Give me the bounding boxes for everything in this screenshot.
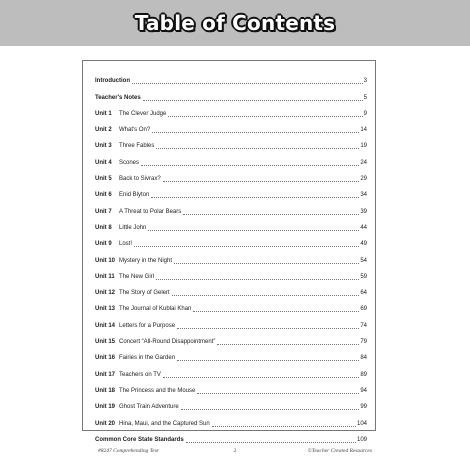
toc-entry-title: What's On? bbox=[119, 127, 151, 134]
toc-entry bbox=[95, 150, 367, 166]
toc-entry bbox=[95, 411, 367, 427]
toc-page-number: 3 bbox=[363, 78, 367, 85]
toc-page-number: 79 bbox=[360, 339, 367, 346]
toc-page-number: 84 bbox=[360, 355, 367, 362]
dot-leader bbox=[197, 393, 359, 394]
toc-unit-label: Unit 7 bbox=[95, 208, 112, 215]
toc-unit-label: Unit 13 bbox=[95, 306, 116, 313]
toc-page-number: 64 bbox=[360, 290, 367, 297]
dot-leader bbox=[193, 311, 359, 312]
toc-page-number: 69 bbox=[360, 306, 367, 313]
toc-unit-label: Unit 16 bbox=[95, 355, 116, 362]
footer-book-title: #8247 Comprehending Text bbox=[98, 448, 159, 454]
toc-unit-label: Unit 14 bbox=[95, 322, 116, 329]
dot-leader bbox=[152, 132, 359, 133]
toc-entry-title: The New Girl bbox=[119, 273, 155, 280]
toc-entry bbox=[95, 102, 367, 118]
toc-page-number: 49 bbox=[360, 241, 367, 248]
toc-unit-label: Unit 15 bbox=[95, 339, 116, 346]
toc-entry bbox=[95, 362, 367, 378]
toc-page-number: 94 bbox=[360, 387, 367, 394]
page-title: Table of Contents bbox=[134, 11, 336, 35]
toc-page-number: 74 bbox=[360, 322, 367, 329]
toc-page-number: 14 bbox=[360, 127, 367, 134]
toc-entry bbox=[95, 330, 367, 346]
toc-list bbox=[95, 69, 367, 444]
toc-unit-label: Unit 9 bbox=[95, 241, 112, 248]
toc-entry bbox=[95, 281, 367, 297]
dot-leader bbox=[151, 197, 359, 198]
toc-entry-title: Teachers on TV bbox=[119, 371, 161, 378]
toc-unit-label: Unit 3 bbox=[95, 143, 112, 150]
toc-entry-title: Teacher's Notes bbox=[95, 94, 141, 101]
dot-leader bbox=[132, 83, 363, 84]
toc-entry-title: Enid Blyton bbox=[119, 192, 150, 199]
toc-unit-label: Unit 4 bbox=[95, 159, 112, 166]
dot-leader bbox=[181, 409, 360, 410]
toc-entry-title: Hina, Maui, and the Captured Sun bbox=[119, 420, 210, 427]
dot-leader bbox=[168, 116, 362, 117]
toc-page-number: 19 bbox=[360, 143, 367, 150]
toc-unit-label: Unit 18 bbox=[95, 387, 116, 394]
toc-entry-title: A Threat to Polar Bears bbox=[119, 208, 182, 215]
toc-entry bbox=[95, 69, 367, 85]
dot-leader bbox=[156, 279, 359, 280]
toc-entry-title: The Story of Gelert bbox=[119, 290, 170, 297]
toc-entry bbox=[95, 85, 367, 101]
toc-page-number: 5 bbox=[363, 94, 367, 101]
dot-leader bbox=[186, 442, 356, 443]
toc-unit-label: Unit 8 bbox=[95, 224, 112, 231]
toc-entry-title: Common Core State Standards bbox=[95, 436, 184, 443]
toc-entry bbox=[95, 395, 367, 411]
toc-entry bbox=[95, 199, 367, 215]
toc-page-number: 99 bbox=[360, 404, 367, 411]
toc-frame bbox=[82, 60, 376, 443]
dot-leader bbox=[217, 344, 359, 345]
toc-unit-label: Unit 10 bbox=[95, 257, 116, 264]
toc-entry bbox=[95, 232, 367, 248]
toc-entry bbox=[95, 346, 367, 362]
toc-entry-title: Ghost Train Adventure bbox=[119, 404, 179, 411]
header-band bbox=[0, 0, 470, 46]
dot-leader bbox=[156, 148, 359, 149]
toc-entry bbox=[95, 118, 367, 134]
toc-entry bbox=[95, 183, 367, 199]
dot-leader bbox=[183, 214, 359, 215]
toc-entry-title: Little John bbox=[119, 224, 147, 231]
toc-unit-label: Unit 19 bbox=[95, 404, 116, 411]
toc-entry-title: Three Fables bbox=[119, 143, 155, 150]
toc-entry-title: The Clever Judge bbox=[119, 110, 167, 117]
toc-entry-title: The Princess and the Mouse bbox=[119, 387, 196, 394]
toc-page-number: 89 bbox=[360, 371, 367, 378]
toc-page-number: 59 bbox=[360, 273, 367, 280]
dot-leader bbox=[212, 426, 356, 427]
toc-entry bbox=[95, 379, 367, 395]
toc-entry-title: Lost! bbox=[119, 241, 133, 248]
toc-page-number: 39 bbox=[360, 208, 367, 215]
toc-entry bbox=[95, 134, 367, 150]
dot-leader bbox=[177, 328, 359, 329]
dot-leader bbox=[174, 263, 359, 264]
toc-entry bbox=[95, 297, 367, 313]
toc-entry-title: Concert “All-Round Disappointment” bbox=[119, 339, 216, 346]
toc-page-number: 34 bbox=[360, 192, 367, 199]
dot-leader bbox=[163, 181, 360, 182]
toc-unit-label: Unit 12 bbox=[95, 290, 116, 297]
dot-leader bbox=[177, 360, 359, 361]
toc-unit-label: Unit 11 bbox=[95, 273, 115, 280]
dot-leader bbox=[163, 377, 359, 378]
toc-unit-label: Unit 17 bbox=[95, 371, 116, 378]
toc-unit-label: Unit 5 bbox=[95, 176, 112, 183]
toc-page-number: 44 bbox=[360, 224, 367, 231]
page-footer bbox=[0, 448, 470, 460]
dot-leader bbox=[148, 230, 359, 231]
toc-unit-label: Unit 2 bbox=[95, 127, 112, 134]
toc-unit-label: Unit 20 bbox=[95, 420, 116, 427]
toc-entry bbox=[95, 428, 367, 444]
dot-leader bbox=[172, 295, 360, 296]
toc-entry bbox=[95, 216, 367, 232]
dot-leader bbox=[141, 165, 359, 166]
toc-unit-label: Unit 1 bbox=[95, 110, 112, 117]
toc-entry bbox=[95, 167, 367, 183]
toc-unit-label: Unit 6 bbox=[95, 192, 112, 199]
toc-page-number: 29 bbox=[360, 176, 367, 183]
dot-leader bbox=[143, 100, 363, 101]
toc-entry-title: Letters for a Purpose bbox=[119, 322, 176, 329]
toc-entry bbox=[95, 265, 367, 281]
dot-leader bbox=[134, 246, 359, 247]
toc-entry bbox=[95, 248, 367, 264]
toc-page-number: 54 bbox=[360, 257, 367, 264]
toc-entry bbox=[95, 313, 367, 329]
toc-page-number: 24 bbox=[360, 159, 367, 166]
toc-entry-title: Introduction bbox=[95, 78, 130, 85]
toc-page-number: 109 bbox=[356, 436, 367, 443]
toc-entry-title: Back to Sivrax? bbox=[119, 176, 161, 183]
toc-entry-title: Mystery in the Night bbox=[119, 257, 173, 264]
toc-page-number: 9 bbox=[363, 110, 367, 117]
footer-page-number: 2 bbox=[233, 448, 237, 454]
footer-publisher: ©Teacher Created Resources bbox=[307, 448, 372, 454]
toc-entry-title: Fairies in the Garden bbox=[119, 355, 176, 362]
toc-entry-title: Scones bbox=[119, 159, 140, 166]
toc-entry-title: The Journal of Kublai Khan bbox=[119, 306, 192, 313]
toc-page-number: 104 bbox=[356, 420, 367, 427]
